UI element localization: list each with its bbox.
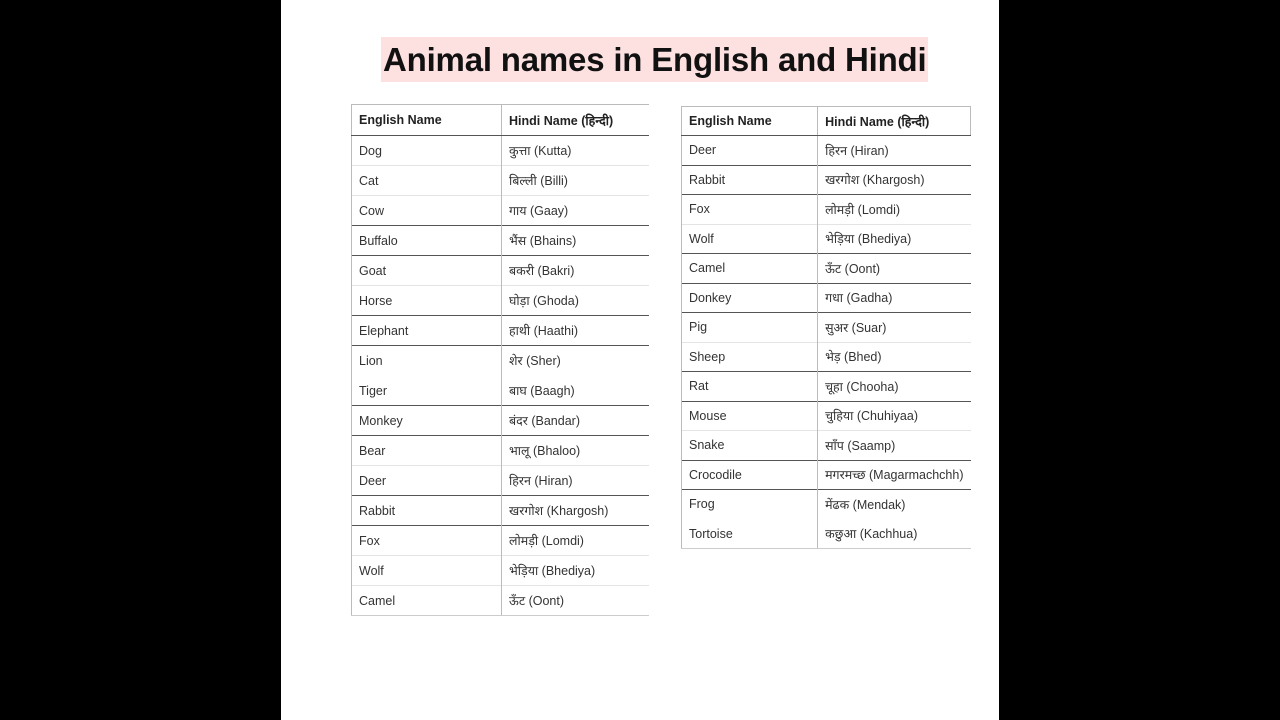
hindi-name-cell: ऊँट (Oont): [502, 586, 650, 616]
table-row: [352, 526, 650, 556]
english-name-cell: Snake: [682, 431, 818, 461]
table-row: [352, 196, 650, 226]
table-row: [352, 406, 650, 436]
hindi-name-cell: भेड़ (Bhed): [818, 342, 971, 372]
table-row: [682, 254, 971, 284]
hindi-name-cell: बिल्ली (Billi): [502, 166, 650, 196]
table-row: [352, 316, 650, 346]
hindi-name-cell: भेड़िया (Bhediya): [818, 224, 971, 254]
hindi-name-cell: भेड़िया (Bhediya): [502, 556, 650, 586]
english-name-cell: Frog: [682, 490, 818, 520]
hindi-name-cell: बाघ (Baagh): [509, 384, 575, 398]
english-name-cell: Sheep: [682, 342, 818, 372]
hindi-name-cell: बकरी (Bakri): [502, 256, 650, 286]
english-name-cell: Cat: [352, 166, 502, 196]
english-name-cell: Buffalo: [352, 226, 502, 256]
hindi-name-cell: खरगोश (Khargosh): [818, 165, 971, 195]
english-name-cell: Rat: [682, 372, 818, 402]
english-name-cell: Deer: [682, 136, 818, 166]
english-name-cell: Wolf: [352, 556, 502, 586]
table-row: [682, 431, 971, 461]
english-name-cell: Lion: [352, 346, 502, 376]
hindi-name-cell: शेर (Sher): [502, 346, 650, 376]
hindi-name-cell: भालू (Bhaloo): [502, 436, 650, 466]
english-name-cell: Bear: [352, 436, 502, 466]
hindi-name-cell: हिरन (Hiran): [825, 143, 889, 158]
english-name-cell: Camel: [682, 254, 818, 284]
table-header-row: [682, 107, 971, 136]
english-name-cell: Horse: [352, 286, 502, 316]
table-row: [682, 224, 971, 254]
english-name-cell: Cow: [352, 196, 502, 226]
table-row: [352, 466, 650, 496]
table-row: [682, 401, 971, 431]
hindi-name-cell: लोमड़ी (Lomdi): [502, 526, 650, 556]
header-hindi-name: Hindi Name (हिन्दी): [818, 107, 971, 136]
hindi-name-cell: भैंस (Bhains): [502, 226, 650, 256]
hindi-name-cell: सुअर (Suar): [818, 313, 971, 343]
table-row: [682, 372, 971, 402]
table-row: [352, 166, 650, 196]
table-row: [352, 436, 650, 466]
hindi-name-cell: कुत्ता (Kutta): [509, 144, 572, 158]
header-english-name: English Name: [682, 107, 818, 136]
hindi-name-cell: चुहिया (Chuhiyaa): [818, 401, 971, 431]
hindi-name-cell: चूहा (Chooha): [818, 372, 971, 402]
hindi-name-cell: मगरमच्छ (Magarmachchh): [818, 460, 971, 490]
table-row: [352, 226, 650, 256]
hindi-name-cell: कछुआ (Kachhua): [818, 519, 971, 549]
english-name-cell: Wolf: [682, 224, 818, 254]
hindi-name-cell: गधा (Gadha): [818, 283, 971, 313]
header-hindi-name: Hindi Name (हिन्दी): [502, 105, 650, 136]
english-name-cell: Fox: [682, 195, 818, 225]
english-name-cell: Crocodile: [682, 460, 818, 490]
hindi-name-cell: गाय (Gaay): [502, 196, 650, 226]
table-row: [682, 283, 971, 313]
english-name-cell: Deer: [352, 466, 502, 496]
table-row: [682, 342, 971, 372]
english-name-cell: Tiger: [352, 376, 502, 406]
english-name-cell: Elephant: [352, 316, 502, 346]
hindi-name-cell: मेंढक (Mendak): [818, 490, 971, 520]
english-name-cell: Dog: [352, 136, 502, 166]
document-page: [281, 0, 999, 720]
header-english-name: English Name: [352, 105, 502, 136]
table-row: [352, 256, 650, 286]
hindi-name-cell: साँप (Saamp): [818, 431, 971, 461]
english-name-cell: Fox: [352, 526, 502, 556]
english-name-cell: Rabbit: [682, 165, 818, 195]
hindi-name-cell: बंदर (Bandar): [502, 406, 650, 436]
table-row: [352, 346, 650, 376]
english-name-cell: Rabbit: [352, 496, 502, 526]
table-row: [352, 496, 650, 526]
table-row: [352, 586, 650, 616]
english-name-cell: Donkey: [682, 283, 818, 313]
hindi-name-cell: लोमड़ी (Lomdi): [818, 195, 971, 225]
table-row: [682, 490, 971, 520]
title-highlight: [381, 37, 928, 82]
table-row: [352, 136, 650, 166]
table-row: [682, 195, 971, 225]
english-name-cell: Tortoise: [682, 519, 818, 549]
page-title: Animal names in English and Hindi: [383, 40, 927, 78]
animal-table-left: [351, 104, 649, 616]
table-header-row: [352, 105, 650, 136]
animal-table-right: [681, 106, 971, 549]
table-row: [682, 313, 971, 343]
english-name-cell: Monkey: [352, 406, 502, 436]
table-row: [682, 519, 971, 549]
table-row: [682, 460, 971, 490]
english-name-cell: Camel: [352, 586, 502, 616]
english-name-cell: Goat: [352, 256, 502, 286]
table-row: [352, 286, 650, 316]
english-name-cell: Pig: [682, 313, 818, 343]
table-row: [352, 556, 650, 586]
table-row: [352, 376, 650, 406]
hindi-name-cell: हाथी (Haathi): [502, 316, 650, 346]
hindi-name-cell: ऊँट (Oont): [818, 254, 971, 284]
table-row: [682, 136, 971, 166]
english-name-cell: Mouse: [682, 401, 818, 431]
hindi-name-cell: हिरन (Hiran): [502, 466, 650, 496]
hindi-name-cell: घोड़ा (Ghoda): [502, 286, 650, 316]
hindi-name-cell: खरगोश (Khargosh): [502, 496, 650, 526]
table-row: [682, 165, 971, 195]
